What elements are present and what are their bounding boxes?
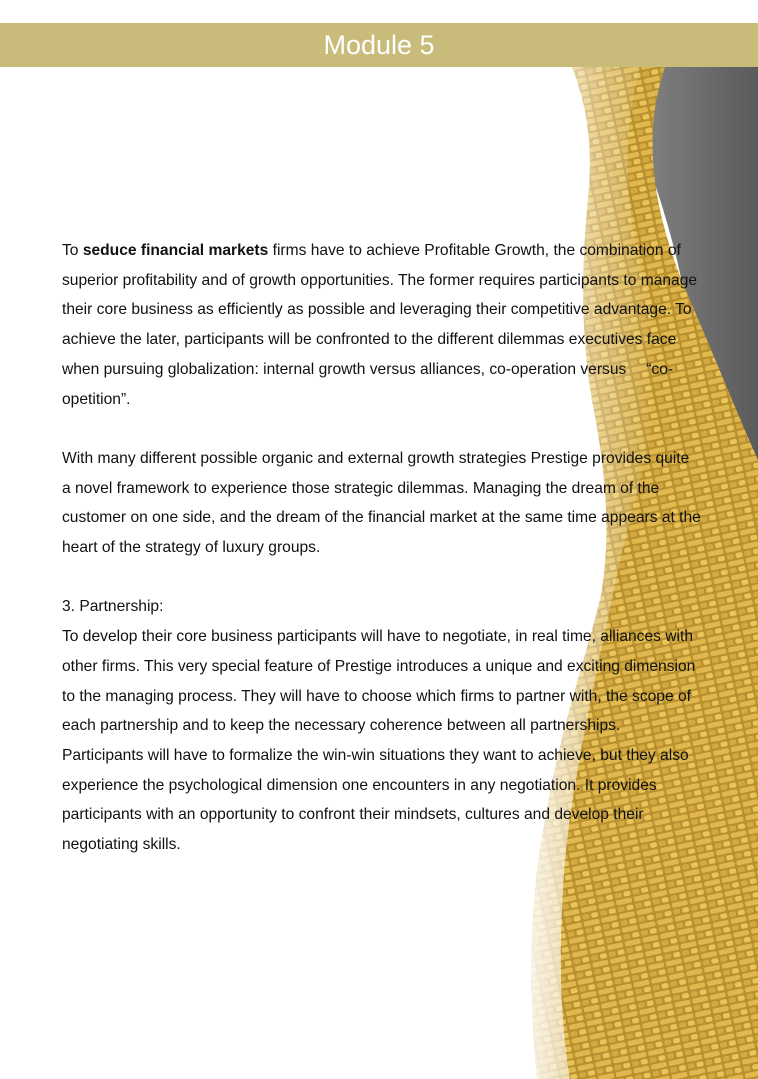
header-bar <box>0 23 758 67</box>
paragraph-spacer <box>62 563 702 593</box>
module-title: Module 5 <box>323 30 435 60</box>
paragraph-financial-markets <box>62 236 702 414</box>
paragraph-intro-text: To <box>62 242 83 259</box>
paragraph-body-text: firms have to achieve Profitable Growth, the combination of superior profitability and of growth opportunities. The former requires participants to manage their core business as efficiently as possible and leveraging their competitive advantage. To achieve the later, participants will be confronted to the different dilemmas executives face when pursuing globalization: internal growth versus alliances, co-operation versus “co-opetition”. <box>62 242 698 408</box>
bold-phrase: seduce financial markets <box>82 242 269 259</box>
module-body-text <box>62 236 702 860</box>
paragraph-negotiation: experience the psychological dimension one encounters in any negotiation. It provides participants with an opportunity to confront their mindsets, cultures and develop their negotiating skills. <box>62 776 657 854</box>
section-heading-partnership: 3. Partnership: <box>62 598 164 616</box>
paragraph-partnership: To develop their core business participants will have to negotiate, in real time, alliances with other firms. This very special feature of Prestige introduces a unique and exciting dimension to the managing process. They will have to choose which firms to partner with, the scope of each partnership and to keep the necessary coherence between all partnerships. Participants will have to formalize the win-win situations they want to achieve, but they also <box>62 628 696 764</box>
paragraph-spacer <box>62 414 702 444</box>
paragraph-growth-strategies: With many different possible organic and external growth strategies Prestige provides quite a novel framework to experience those strategic dilemmas. Managing the dream of the customer on one side, and the dream of the financial market at the same time appears at the heart of the strategy of luxury groups. <box>62 449 701 557</box>
